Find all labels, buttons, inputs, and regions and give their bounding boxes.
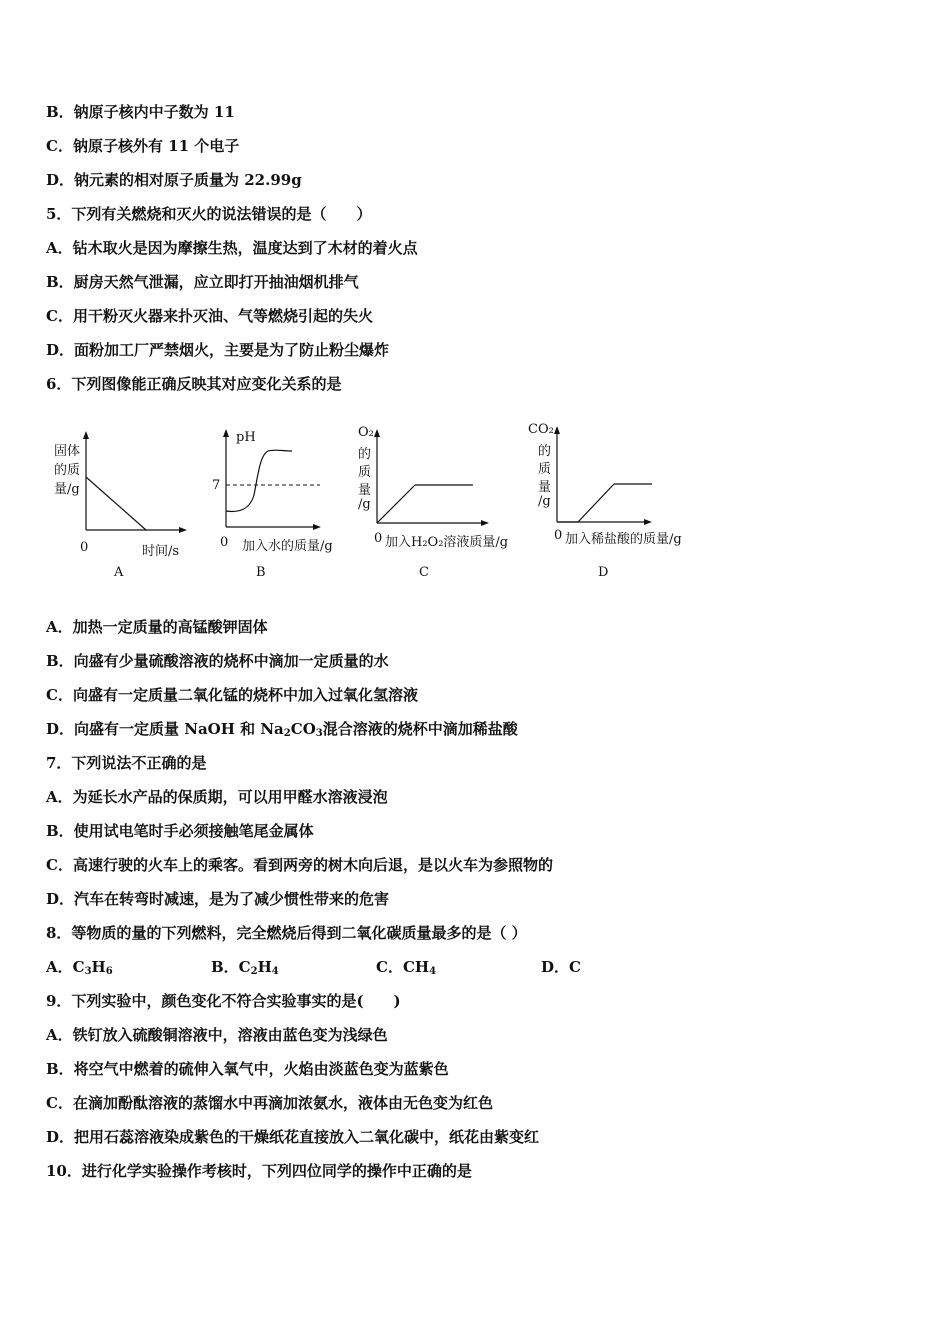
q8-option-d: D．C — [541, 958, 581, 976]
graph-d-ylabel-3: 质 — [538, 462, 552, 477]
q6-option-c: C．向盛有一定质量二氧化锰的烧杯中加入过氧化氢溶液 — [46, 686, 418, 704]
graph-d-ylabel-1: CO₂ — [528, 422, 554, 437]
q9-stem: 9．下列实验中，颜色变化不符合实验事实的是( ) — [46, 992, 401, 1010]
graph-d-ylabel-5: /g — [538, 494, 551, 509]
q7-option-a: A．为延长水产品的保质期，可以用甲醛水溶液浸泡 — [46, 788, 388, 806]
graph-a-xlabel: 时间/s — [142, 544, 180, 559]
q9-option-a: A．铁钉放入硫酸铜溶液中，溶液由蓝色变为浅绿色 — [46, 1026, 388, 1044]
graph-c-ylabel-4: 量 — [358, 483, 372, 498]
graph-c-ylabel-3: 质 — [358, 465, 372, 480]
graph-b — [212, 425, 352, 585]
q8-option-c: C．$CH_4$ — [376, 958, 437, 977]
q8-option-a: A．$C_3H_6$ — [46, 958, 113, 977]
graph-c-origin: 0 — [374, 531, 383, 546]
q9-option-b: B．将空气中燃着的硫伸入氧气中，火焰由淡蓝色变为蓝紫色 — [46, 1060, 449, 1078]
graph-c-ylabel-5: /g — [358, 497, 371, 512]
q5-option-b: B．厨房天然气泄漏，应立即打开抽油烟机排气 — [46, 273, 359, 291]
q5-option-a: A．钻木取火是因为摩擦生热，温度达到了木材的着火点 — [46, 239, 418, 257]
graph-a-ylabel-1: 固体 — [54, 444, 81, 459]
q8-option-b: B．$C_2H_4$ — [211, 958, 279, 977]
graph-d-caption: D — [598, 565, 609, 580]
q8-stem: 8．等物质的量的下列燃料，完全燃烧后得到二氧化碳质量最多的是（ ） — [46, 924, 527, 942]
graph-b-ylabel: pH — [236, 430, 256, 445]
graph-a-origin: 0 — [80, 540, 89, 555]
graph-c-ylabel-2: 的 — [358, 447, 372, 462]
q6-option-b: B．向盛有少量硫酸溶液的烧杯中滴加一定质量的水 — [46, 652, 389, 670]
q5-option-c: C．用干粉灭火器来扑灭油、气等燃烧引起的失火 — [46, 307, 373, 325]
graph-b-tick-7: 7 — [212, 478, 221, 493]
q4-option-b: B．钠原子核内中子数为 11 — [46, 103, 235, 121]
graph-b-origin: 0 — [220, 535, 229, 550]
q7-stem: 7．下列说法不正确的是 — [46, 754, 207, 772]
graph-d-ylabel-2: 的 — [538, 444, 552, 459]
graph-a-ylabel-2: 的质 — [54, 463, 81, 478]
graph-d-ylabel-4: 量 — [538, 480, 552, 495]
q7-option-c: C．高速行驶的火车上的乘客。看到两旁的树木向后退，是以火车为参照物的 — [46, 856, 553, 874]
graph-d-xlabel: 加入稀盐酸的质量/g — [565, 532, 682, 547]
graph-a-ylabel-3: 量/g — [54, 482, 80, 497]
q4-option-c: C．钠原子核外有 11 个电子 — [46, 137, 240, 155]
q6-stem: 6．下列图像能正确反映其对应变化关系的是 — [46, 375, 342, 393]
graph-b-xlabel: 加入水的质量/g — [242, 539, 333, 554]
q9-option-d: D．把用石蕊溶液染成紫色的干燥纸花直接放入二氧化碳中，纸花由紫变红 — [46, 1128, 540, 1146]
q9-option-c: C．在滴加酚酞溶液的蒸馏水中再滴加浓氨水，液体由无色变为红色 — [46, 1094, 493, 1112]
graph-d-origin: 0 — [554, 528, 563, 543]
q7-option-d: D．汽车在转弯时减速，是为了减少惯性带来的危害 — [46, 890, 390, 908]
graph-c-caption: C — [419, 565, 429, 580]
q6-option-a: A．加热一定质量的高锰酸钾固体 — [46, 618, 268, 636]
graph-c-xlabel: 加入H₂O₂溶液质量/g — [385, 535, 509, 550]
graph-b-caption: B — [256, 565, 266, 580]
q4-option-d: D．钠元素的相对原子质量为 22.99g — [46, 171, 302, 189]
graph-c-ylabel-1: O₂ — [358, 425, 374, 440]
graph-a-caption: A — [114, 565, 124, 580]
graph-d — [528, 422, 703, 585]
q6-option-d: D．向盛有一定质量 NaOH 和 $Na_2CO_3$混合溶液的烧杯中滴加稀盐酸 — [46, 720, 518, 739]
q10-stem: 10．进行化学实验操作考核时，下列四位同学的操作中正确的是 — [46, 1162, 472, 1180]
q5-stem: 5．下列有关燃烧和灭火的说法错误的是（ ） — [46, 205, 372, 223]
q7-option-b: B．使用试电笔时手必须接触笔尾金属体 — [46, 822, 314, 840]
graph-a — [48, 425, 198, 585]
graph-c — [355, 425, 525, 585]
q5-option-d: D．面粉加工厂严禁烟火，主要是为了防止粉尘爆炸 — [46, 341, 390, 359]
